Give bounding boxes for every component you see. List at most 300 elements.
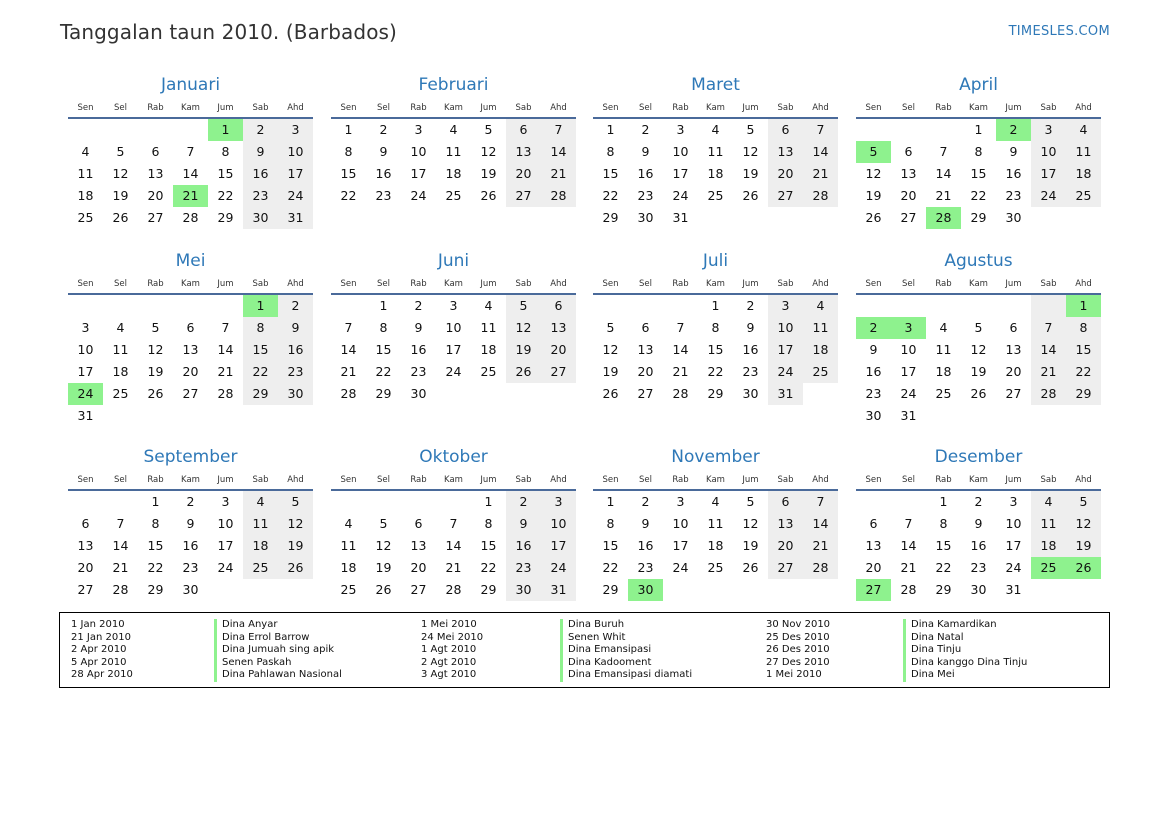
- day-cell: 30: [1005, 210, 1022, 225]
- weekday-label: Sel: [639, 103, 652, 113]
- day-cell: 19: [375, 560, 392, 575]
- weekday-header: [68, 276, 313, 292]
- day-cell: 24: [672, 560, 689, 575]
- weekday-label: Sab: [515, 475, 532, 485]
- empty-cell: [856, 119, 891, 141]
- weekday-label: Ahd: [550, 475, 567, 485]
- legend-entry: Dina Mei: [911, 669, 955, 681]
- legend-names-3: [903, 619, 1027, 682]
- holiday-day-cell: 2: [996, 119, 1031, 141]
- day-cell: 29: [375, 386, 392, 401]
- day-cell: 29: [935, 582, 952, 597]
- day-cell: 27: [182, 386, 199, 401]
- day-cell: 12: [865, 166, 882, 181]
- day-cell: 2: [243, 119, 278, 141]
- day-cell: 3: [449, 298, 458, 313]
- day-cell: 15: [707, 342, 724, 357]
- day-cell: 20: [506, 163, 541, 185]
- day-cell: 24: [1005, 560, 1022, 575]
- day-cell: 20: [1005, 364, 1022, 379]
- day-cell: 16: [278, 339, 313, 361]
- weekday-label: Ahd: [287, 279, 304, 289]
- day-cell: 13: [768, 513, 803, 535]
- weekday-label: Ahd: [1075, 103, 1092, 113]
- empty-cell: [173, 119, 208, 141]
- day-cell: 12: [147, 342, 164, 357]
- day-cell: 14: [803, 513, 838, 535]
- day-cell: 8: [151, 516, 160, 531]
- day-cell: 19: [278, 535, 313, 557]
- legend-entry: 1 Jan 2010: [71, 619, 125, 630]
- day-cell: 4: [803, 295, 838, 317]
- day-cell: 9: [974, 516, 983, 531]
- weekday-label: Rab: [935, 279, 952, 289]
- day-cell: 24: [217, 560, 234, 575]
- weekday-label: Rab: [672, 103, 689, 113]
- day-cell: 22: [375, 364, 392, 379]
- day-cell: 22: [217, 188, 234, 203]
- day-cell: 12: [742, 144, 759, 159]
- day-cell: 2: [278, 295, 313, 317]
- empty-cell: [891, 295, 926, 317]
- weekday-label: Ahd: [812, 475, 829, 485]
- day-cell: 24: [410, 188, 427, 203]
- empty-cell: [208, 295, 243, 317]
- day-cell: 20: [768, 163, 803, 185]
- day-cell: 23: [410, 364, 427, 379]
- month-title: Desember: [934, 447, 1023, 467]
- day-cell: 18: [803, 339, 838, 361]
- day-cell: 30: [506, 579, 541, 601]
- day-cell: 2: [186, 494, 195, 509]
- empty-cell: [891, 119, 926, 141]
- legend-entry: Senen Whit: [568, 631, 626, 643]
- day-cell: 31: [768, 383, 803, 405]
- weekday-label: Sen: [865, 475, 882, 485]
- legend-entry: Dina Kadooment: [568, 656, 652, 668]
- legend-dates-3: [766, 619, 830, 682]
- day-cell: 30: [243, 207, 278, 229]
- empty-cell: [891, 491, 926, 513]
- day-cell: 23: [1005, 188, 1022, 203]
- day-cell: 18: [445, 166, 462, 181]
- day-cell: 23: [506, 557, 541, 579]
- legend-entry: Senen Paskah: [222, 656, 292, 668]
- month-title: Mei: [175, 251, 206, 271]
- weekday-label: Sen: [865, 279, 882, 289]
- day-cell: 7: [344, 320, 353, 335]
- day-cell: 11: [707, 516, 724, 531]
- empty-cell: [173, 295, 208, 317]
- day-cell: 18: [340, 560, 357, 575]
- weekday-label: Sel: [377, 475, 390, 485]
- weekday-label: Jum: [742, 475, 759, 485]
- day-cell: 12: [480, 144, 497, 159]
- day-cell: 22: [340, 188, 357, 203]
- month-maret: [593, 74, 838, 229]
- day-cell: 13: [410, 538, 427, 553]
- day-cell: 12: [602, 342, 619, 357]
- day-cell: 27: [1005, 386, 1022, 401]
- day-cell: 28: [541, 185, 576, 207]
- legend-names-1: [214, 619, 342, 682]
- day-cell: 29: [970, 210, 987, 225]
- day-cell: 19: [602, 364, 619, 379]
- weekday-label: Sel: [639, 279, 652, 289]
- day-cell: 30: [182, 582, 199, 597]
- day-cell: 24: [1031, 185, 1066, 207]
- day-cell: 30: [637, 210, 654, 225]
- day-cell: 7: [221, 320, 230, 335]
- weekday-label: Ahd: [812, 279, 829, 289]
- day-grid: [593, 295, 838, 405]
- day-cell: 19: [970, 364, 987, 379]
- day-cell: 9: [506, 513, 541, 535]
- day-cell: 6: [869, 516, 878, 531]
- day-cell: 7: [939, 144, 948, 159]
- day-cell: 6: [81, 516, 90, 531]
- day-cell: 30: [970, 582, 987, 597]
- day-cell: 21: [1031, 361, 1066, 383]
- weekday-label: Sen: [340, 475, 357, 485]
- day-cell: 8: [606, 516, 615, 531]
- day-cell: 18: [1066, 163, 1101, 185]
- day-cell: 24: [445, 364, 462, 379]
- weekday-label: Jum: [217, 103, 234, 113]
- weekday-label: Rab: [935, 475, 952, 485]
- day-cell: 8: [711, 320, 720, 335]
- day-cell: 27: [768, 557, 803, 579]
- legend-entry: 3 Agt 2010: [421, 669, 477, 681]
- weekday-label: Kam: [444, 475, 463, 485]
- day-cell: 6: [768, 491, 803, 513]
- day-cell: 12: [506, 317, 541, 339]
- weekday-label: Jum: [480, 279, 497, 289]
- brand-link[interactable]: TIMESLES.COM: [1008, 24, 1110, 39]
- weekday-label: Sel: [902, 103, 915, 113]
- holiday-day-cell: 25: [1031, 557, 1066, 579]
- weekday-label: Kam: [706, 103, 725, 113]
- day-cell: 5: [606, 320, 615, 335]
- day-cell: 11: [112, 342, 129, 357]
- legend-entry: Dina Errol Barrow: [222, 631, 310, 643]
- weekday-label: Rab: [410, 279, 427, 289]
- day-cell: 30: [865, 408, 882, 423]
- day-cell: 17: [217, 538, 234, 553]
- day-cell: 18: [935, 364, 952, 379]
- weekday-label: Sab: [777, 475, 794, 485]
- day-grid: [68, 119, 313, 229]
- weekday-label: Sel: [902, 279, 915, 289]
- day-cell: 13: [637, 342, 654, 357]
- day-cell: 27: [637, 386, 654, 401]
- weekday-label: Kam: [444, 103, 463, 113]
- legend-entry: 1 Mei 2010: [421, 619, 477, 630]
- legend-entry: 2 Agt 2010: [421, 656, 477, 668]
- day-cell: 8: [344, 144, 353, 159]
- month-mei: [68, 250, 313, 427]
- day-cell: 8: [484, 516, 493, 531]
- day-cell: 5: [484, 122, 493, 137]
- weekday-label: Ahd: [550, 279, 567, 289]
- weekday-label: Rab: [147, 475, 164, 485]
- day-cell: 18: [243, 535, 278, 557]
- weekday-header: [331, 100, 576, 116]
- day-cell: 16: [970, 538, 987, 553]
- day-cell: 21: [900, 560, 917, 575]
- legend-entry: Dina Buruh: [568, 619, 625, 630]
- day-cell: 31: [77, 408, 94, 423]
- month-januari: [68, 74, 313, 229]
- page-title: Tanggalan taun 2010. (Barbados): [60, 20, 397, 44]
- day-cell: 6: [1009, 320, 1018, 335]
- day-cell: 10: [1031, 141, 1066, 163]
- month-februari: [331, 74, 576, 207]
- day-cell: 17: [768, 339, 803, 361]
- day-cell: 11: [77, 166, 94, 181]
- day-cell: 10: [900, 342, 917, 357]
- day-grid: [68, 295, 313, 427]
- day-cell: 16: [182, 538, 199, 553]
- holiday-day-cell: 5: [856, 141, 891, 163]
- weekday-label: Sab: [515, 103, 532, 113]
- day-cell: 5: [1066, 491, 1101, 513]
- day-cell: 21: [672, 364, 689, 379]
- day-cell: 3: [1009, 494, 1018, 509]
- month-november: [593, 446, 838, 601]
- day-cell: 6: [151, 144, 160, 159]
- day-cell: 29: [1066, 383, 1101, 405]
- day-cell: 26: [278, 557, 313, 579]
- day-cell: 27: [541, 361, 576, 383]
- holiday-day-cell: 21: [173, 185, 208, 207]
- day-cell: 8: [1066, 317, 1101, 339]
- day-cell: 28: [803, 557, 838, 579]
- day-cell: 22: [602, 560, 619, 575]
- day-cell: 10: [672, 516, 689, 531]
- day-cell: 22: [707, 364, 724, 379]
- month-title: Agustus: [944, 251, 1013, 271]
- day-cell: 3: [414, 122, 423, 137]
- weekday-label: Kam: [181, 279, 200, 289]
- legend-entry: 24 Mei 2010: [421, 631, 484, 643]
- day-cell: 3: [676, 494, 685, 509]
- day-cell: 20: [147, 188, 164, 203]
- day-cell: 1: [606, 494, 615, 509]
- empty-cell: [856, 295, 891, 317]
- day-cell: 11: [1066, 141, 1101, 163]
- weekday-label: Sel: [902, 475, 915, 485]
- day-cell: 11: [480, 320, 497, 335]
- holiday-day-cell: 2: [856, 317, 891, 339]
- month-agustus: [856, 250, 1101, 427]
- day-cell: 17: [900, 364, 917, 379]
- day-cell: 16: [410, 342, 427, 357]
- day-grid: [331, 119, 576, 207]
- day-cell: 10: [541, 513, 576, 535]
- month-title: November: [671, 447, 760, 467]
- day-cell: 10: [410, 144, 427, 159]
- weekday-label: Sab: [252, 475, 269, 485]
- day-cell: 22: [935, 560, 952, 575]
- day-cell: 9: [379, 144, 388, 159]
- weekday-label: Rab: [410, 103, 427, 113]
- weekday-label: Sen: [340, 279, 357, 289]
- day-cell: 15: [602, 538, 619, 553]
- empty-cell: [68, 119, 103, 141]
- weekday-header: [856, 100, 1101, 116]
- day-cell: 17: [278, 163, 313, 185]
- day-cell: 23: [742, 364, 759, 379]
- day-cell: 13: [1005, 342, 1022, 357]
- day-cell: 11: [243, 513, 278, 535]
- day-cell: 26: [742, 188, 759, 203]
- day-cell: 1: [974, 122, 983, 137]
- weekday-label: Ahd: [287, 103, 304, 113]
- day-cell: 20: [541, 339, 576, 361]
- weekday-header: [331, 472, 576, 488]
- empty-cell: [856, 491, 891, 513]
- holiday-day-cell: 1: [208, 119, 243, 141]
- month-april: [856, 74, 1101, 229]
- day-cell: 20: [900, 188, 917, 203]
- day-cell: 24: [672, 188, 689, 203]
- month-oktober: [331, 446, 576, 601]
- day-cell: 4: [711, 122, 720, 137]
- weekday-label: Sab: [1040, 475, 1057, 485]
- weekday-label: Jum: [742, 103, 759, 113]
- day-cell: 2: [746, 298, 755, 313]
- day-cell: 6: [541, 295, 576, 317]
- weekday-label: Sel: [377, 279, 390, 289]
- empty-cell: [331, 295, 366, 317]
- day-cell: 18: [77, 188, 94, 203]
- day-cell: 28: [445, 582, 462, 597]
- day-cell: 27: [77, 582, 94, 597]
- day-cell: 19: [147, 364, 164, 379]
- day-cell: 25: [803, 361, 838, 383]
- legend-entry: Dina Emansipasi: [568, 644, 652, 656]
- day-cell: 15: [480, 538, 497, 553]
- day-cell: 26: [112, 210, 129, 225]
- weekday-label: Sab: [777, 279, 794, 289]
- day-cell: 14: [672, 342, 689, 357]
- day-cell: 3: [541, 491, 576, 513]
- month-desember: [856, 446, 1101, 601]
- day-cell: 26: [506, 361, 541, 383]
- day-cell: 3: [676, 122, 685, 137]
- day-cell: 7: [116, 516, 125, 531]
- weekday-label: Ahd: [1075, 279, 1092, 289]
- day-cell: 29: [480, 582, 497, 597]
- day-cell: 4: [484, 298, 493, 313]
- day-cell: 25: [77, 210, 94, 225]
- empty-cell: [926, 295, 961, 317]
- legend-entry: Dina Pahlawan Nasional: [222, 669, 342, 681]
- day-cell: 19: [742, 538, 759, 553]
- day-cell: 7: [803, 491, 838, 513]
- day-cell: 16: [865, 364, 882, 379]
- weekday-header: [331, 276, 576, 292]
- weekday-label: Sel: [639, 475, 652, 485]
- month-title: Juli: [702, 251, 729, 271]
- month-title: Februari: [418, 75, 489, 95]
- month-title: Juni: [437, 251, 470, 271]
- month-juli: [593, 250, 838, 405]
- month-title: Oktober: [419, 447, 488, 467]
- weekday-label: Kam: [706, 279, 725, 289]
- day-cell: 4: [1031, 491, 1066, 513]
- day-cell: 9: [869, 342, 878, 357]
- day-cell: 21: [340, 364, 357, 379]
- day-grid: [593, 491, 838, 601]
- day-cell: 13: [506, 141, 541, 163]
- day-cell: 27: [147, 210, 164, 225]
- weekday-label: Sab: [252, 279, 269, 289]
- day-cell: 11: [707, 144, 724, 159]
- day-cell: 15: [602, 166, 619, 181]
- day-cell: 28: [112, 582, 129, 597]
- day-cell: 31: [672, 210, 689, 225]
- day-cell: 23: [637, 188, 654, 203]
- weekday-label: Kam: [181, 475, 200, 485]
- day-cell: 11: [445, 144, 462, 159]
- legend-entry: 5 Apr 2010: [71, 656, 127, 668]
- day-cell: 4: [81, 144, 90, 159]
- day-cell: 13: [182, 342, 199, 357]
- legend-entry: Dina Anyar: [222, 619, 278, 630]
- empty-cell: [68, 491, 103, 513]
- day-cell: 17: [672, 166, 689, 181]
- day-cell: 29: [602, 210, 619, 225]
- day-cell: 1: [379, 298, 388, 313]
- day-cell: 10: [77, 342, 94, 357]
- day-cell: 1: [939, 494, 948, 509]
- day-cell: 25: [707, 188, 724, 203]
- empty-cell: [628, 295, 663, 317]
- weekday-label: Jum: [1005, 103, 1022, 113]
- day-cell: 11: [1031, 513, 1066, 535]
- day-cell: 25: [445, 188, 462, 203]
- empty-cell: [138, 295, 173, 317]
- day-cell: 8: [974, 144, 983, 159]
- day-cell: 12: [112, 166, 129, 181]
- day-cell: 30: [410, 386, 427, 401]
- day-cell: 18: [707, 538, 724, 553]
- day-cell: 1: [151, 494, 160, 509]
- day-cell: 29: [602, 582, 619, 597]
- day-cell: 2: [641, 122, 650, 137]
- holiday-day-cell: 30: [628, 579, 663, 601]
- day-cell: 30: [742, 386, 759, 401]
- day-cell: 6: [414, 516, 423, 531]
- month-title: September: [143, 447, 238, 467]
- legend-entry: Dina Natal: [911, 631, 964, 643]
- holiday-day-cell: 27: [856, 579, 891, 601]
- day-cell: 17: [1031, 163, 1066, 185]
- weekday-label: Kam: [969, 475, 988, 485]
- day-cell: 11: [935, 342, 952, 357]
- weekday-header: [593, 472, 838, 488]
- day-cell: 4: [344, 516, 353, 531]
- day-cell: 23: [865, 386, 882, 401]
- day-cell: 21: [112, 560, 129, 575]
- empty-cell: [401, 491, 436, 513]
- day-cell: 19: [865, 188, 882, 203]
- month-juni: [331, 250, 576, 405]
- weekday-label: Sab: [252, 103, 269, 113]
- day-cell: 29: [243, 383, 278, 405]
